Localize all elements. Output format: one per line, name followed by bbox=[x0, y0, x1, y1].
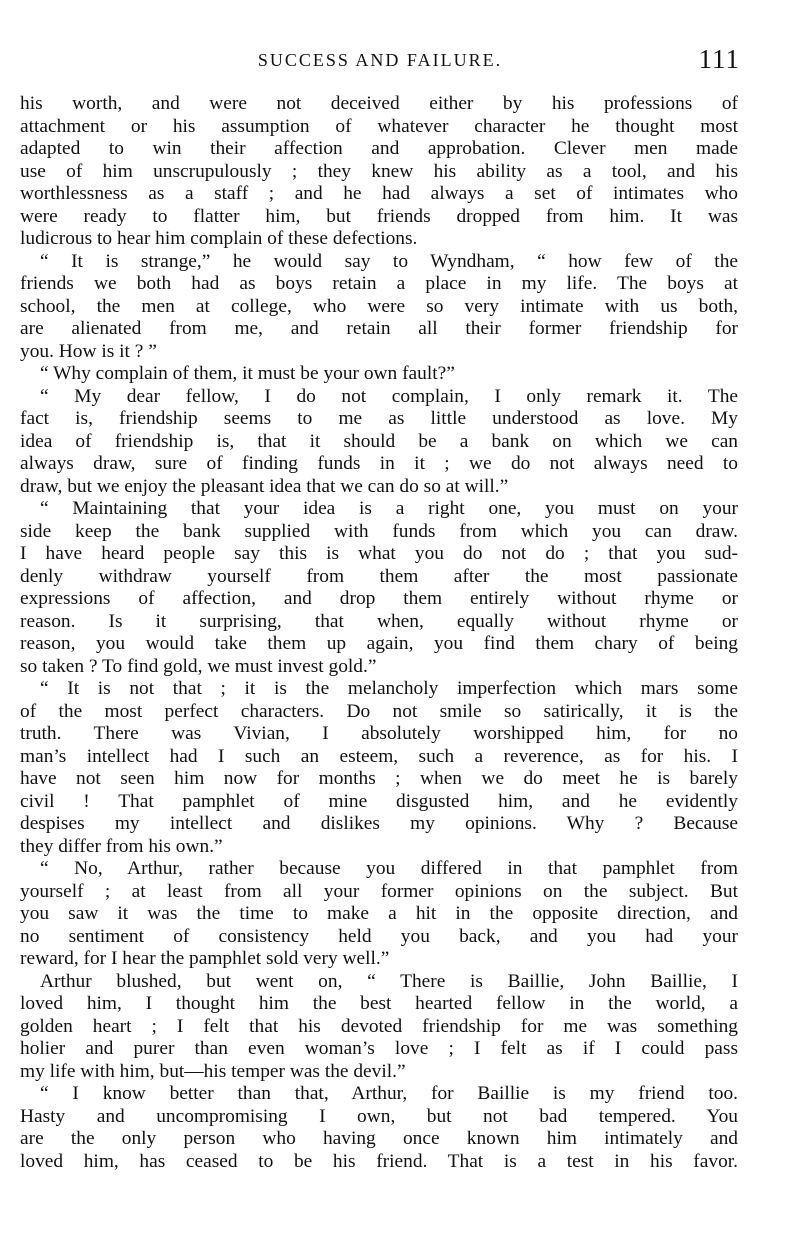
text-line: “ Why complain of them, it must be your own fault?” bbox=[40, 363, 455, 384]
text-line: so taken ? To find gold, we must invest gold.” bbox=[20, 655, 377, 677]
text-line: loved him, I thought him the best hearted fellow in the world, a bbox=[20, 993, 738, 1014]
text-line: denly withdraw yourself from them after the most passionate bbox=[20, 565, 738, 587]
body-text bbox=[20, 93, 738, 1173]
text-line: of the most perfect characters. Do not smile so satirically, it is the bbox=[20, 700, 738, 722]
text-line: adapted to win their affection and approbation. Clever men made bbox=[20, 138, 738, 159]
text-line: holier and purer than even woman’s love ; I felt as if I could pass bbox=[20, 1038, 738, 1059]
text-line: man’s intellect had I such an esteem, such a reverence, as for his. I bbox=[20, 745, 738, 767]
text-line: draw, but we enjoy the pleasant idea that we can do so at will.” bbox=[20, 475, 509, 497]
text-line: you. How is it ? ” bbox=[20, 340, 157, 362]
text-line: attachment or his assumption of whatever character he thought most bbox=[20, 115, 738, 137]
running-title: SUCCESS AND FAILURE. bbox=[257, 50, 503, 70]
text-line: “ It is strange,” he would say to Wyndham, “ how few of the bbox=[40, 250, 738, 272]
text-line: “ No, Arthur, rather because you differed in that pamphlet from bbox=[40, 858, 738, 879]
text-line: use of him unscrupulously ; they knew his ability as a tool, and his bbox=[20, 160, 738, 182]
text-line: “ I know better than that, Arthur, for Baillie is my friend too. bbox=[40, 1083, 738, 1104]
text-line: school, the men at college, who were so very intimate with us both, bbox=[20, 295, 738, 317]
text-line: are the only person who having once known him intimately and bbox=[20, 1128, 738, 1149]
text-line: always draw, sure of finding funds in it ; we do not always need to bbox=[20, 453, 738, 474]
text-line: no sentiment of consistency held you back, and you had your bbox=[20, 925, 738, 947]
text-line: reason, you would take them up again, you find them chary of being bbox=[20, 633, 738, 654]
text-line: they differ from his own.” bbox=[20, 835, 223, 857]
text-line: yourself ; at least from all your former opinions on the subject. But bbox=[20, 880, 738, 902]
text-line: “ My dear fellow, I do not complain, I only remark it. The bbox=[40, 385, 738, 407]
text-line: “ Maintaining that your idea is a right one, you must on your bbox=[40, 498, 738, 519]
text-line: I have heard people say this is what you do not do ; that you sud- bbox=[20, 543, 738, 564]
text-line: fact is, friendship seems to me as little understood as love. My bbox=[20, 408, 738, 429]
text-line: worthlessness as a staff ; and he had always a set of intimates who bbox=[20, 183, 738, 204]
text-line: have not seen him now for months ; when we do meet he is barely bbox=[20, 768, 738, 789]
text-line: despises my intellect and dislikes my opinions. Why ? Because bbox=[20, 813, 738, 834]
text-line: idea of friendship is, that it should be a bank on which we can bbox=[20, 430, 738, 452]
text-line: truth. There was Vivian, I absolutely worshipped him, for no bbox=[20, 723, 738, 744]
text-line: golden heart ; I felt that his devoted friendship for me was something bbox=[20, 1015, 738, 1037]
text-line: side keep the bank supplied with funds from which you can draw. bbox=[20, 520, 738, 542]
page-number: 111 bbox=[698, 44, 740, 74]
text-line: my life with him, but—his temper was the devil.” bbox=[20, 1060, 406, 1082]
text-line: loved him, has ceased to be his friend. That is a test in his favor. bbox=[20, 1150, 738, 1172]
text-line: were ready to flatter him, but friends dropped from him. It was bbox=[20, 205, 738, 227]
text-line: you saw it was the time to make a hit in the opposite direction, and bbox=[20, 903, 738, 924]
text-line: expressions of affection, and drop them entirely without rhyme or bbox=[20, 588, 738, 609]
text-line: reason. Is it surprising, that when, equally without rhyme or bbox=[20, 610, 738, 632]
text-line: ludicrous to hear him complain of these defections. bbox=[20, 228, 418, 249]
text-line: reward, for I hear the pamphlet sold very well.” bbox=[20, 948, 390, 969]
text-line: “ It is not that ; it is the melancholy imperfection which mars some bbox=[40, 678, 738, 699]
text-line: are alienated from me, and retain all their former friendship for bbox=[20, 318, 738, 339]
page-header bbox=[20, 44, 740, 74]
text-line: Hasty and uncompromising I own, but not bad tempered. You bbox=[20, 1105, 738, 1127]
text-line: Arthur blushed, but went on, “ There is Baillie, John Baillie, I bbox=[40, 970, 738, 992]
text-line: civil ! That pamphlet of mine disgusted him, and he evidently bbox=[20, 790, 738, 812]
text-line: his worth, and were not deceived either by his professions of bbox=[20, 93, 738, 114]
text-line: friends we both had as boys retain a place in my life. The boys at bbox=[20, 273, 738, 294]
